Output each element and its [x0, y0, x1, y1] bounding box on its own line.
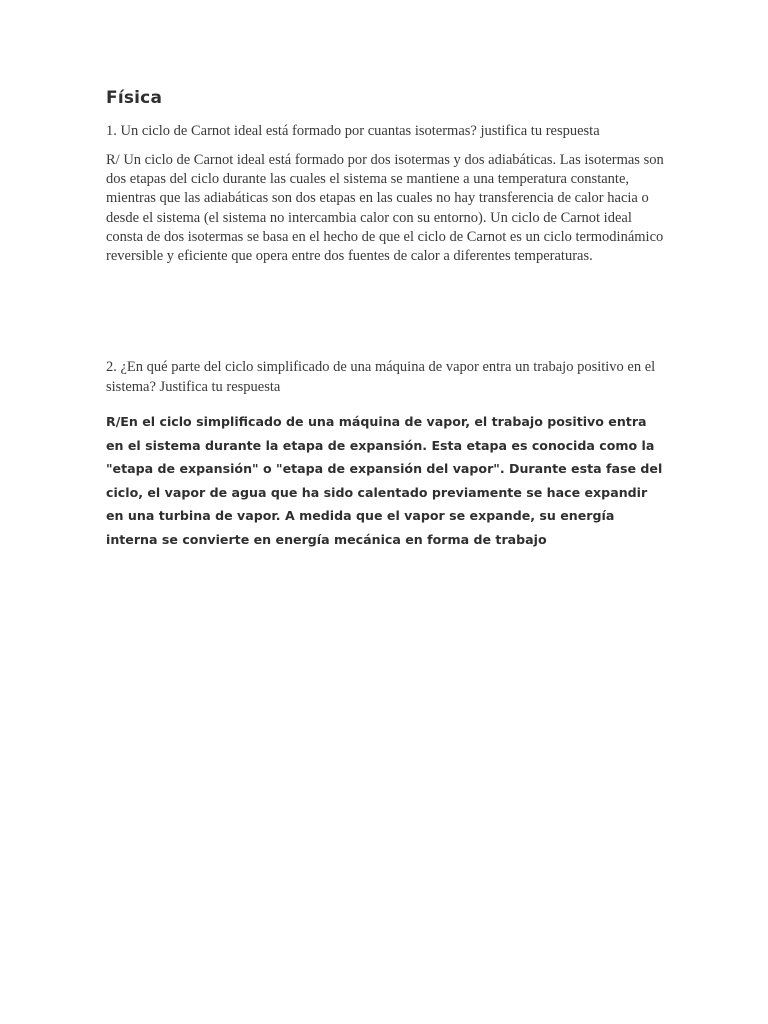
question-1: 1. Un ciclo de Carnot ideal está formado por cuantas isotermas? justifica tu respuesta [106, 123, 600, 139]
answer-1: R/ Un ciclo de Carnot ideal está formado por dos isotermas y dos adiabáticas. Las isotermas son dos etapas del ciclo durante las cuales el sistema se mantiene a una temperatura constante, mientras que las adiabáticas son dos etapas en las cuales no hay transferencia de calor hacia o desde el sistema (el sistema no intercambia calor con su entorno). Un ciclo de Carnot ideal consta de dos isotermas se basa en el hecho de que el ciclo de Carnot es un ciclo termodinámico reversible y eficiente que opera entre dos fuentes de calor a diferentes temperaturas. [106, 152, 664, 265]
document-title: Física [106, 88, 163, 108]
question-2: 2. ¿En qué parte del ciclo simplificado de una máquina de vapor entra un trabajo positivo en el sistema? Justifica tu respuesta [106, 359, 656, 395]
answer-2: R/En el ciclo simplificado de una máquina de vapor, el trabajo positivo entra en el sistema durante la etapa de expansión. Esta etapa es conocida como la "etapa de expansión" o "etapa de expansión del vapor". Durante esta fase del ciclo, el vapor de agua que ha sido calentado previamente se hace expandir en una turbina de vapor. A medida que el vapor se expande, su energía interna se convierte en energía mecánica en forma de trabajo [106, 414, 663, 547]
